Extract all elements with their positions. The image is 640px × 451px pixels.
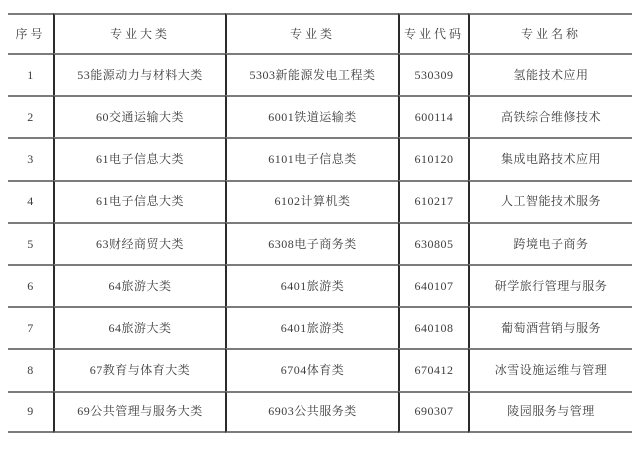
table-cell: 葡萄酒营销与服务 — [468, 306, 632, 348]
table-cell: 6903公共服务类 — [225, 391, 398, 433]
table-cell: 610217 — [398, 180, 468, 222]
table-cell: 630805 — [398, 222, 468, 264]
table-cell: 氢能技术应用 — [468, 53, 632, 95]
row-index-cell: 6 — [8, 264, 53, 306]
table-cell: 690307 — [398, 391, 468, 433]
table-cell: 61电子信息大类 — [53, 180, 225, 222]
table-cell: 640107 — [398, 264, 468, 306]
table-cell: 陵园服务与管理 — [468, 391, 632, 433]
header-cell-major-code: 专业代码 — [398, 13, 468, 53]
table-cell: 69公共管理与服务大类 — [53, 391, 225, 433]
table-cell: 跨境电子商务 — [468, 222, 632, 264]
row-index-cell: 9 — [8, 391, 53, 433]
row-index-cell: 1 — [8, 53, 53, 95]
table-cell: 冰雪设施运维与管理 — [468, 348, 632, 390]
table-cell: 研学旅行管理与服务 — [468, 264, 632, 306]
table-cell: 6704体育类 — [225, 348, 398, 390]
table-cell: 600114 — [398, 95, 468, 137]
table-cell: 64旅游大类 — [53, 264, 225, 306]
table-cell: 6308电子商务类 — [225, 222, 398, 264]
header-cell-major-class: 专业类 — [225, 13, 398, 53]
table-cell: 67教育与体育大类 — [53, 348, 225, 390]
majors-table — [8, 13, 632, 433]
table-cell: 64旅游大类 — [53, 306, 225, 348]
table-cell: 5303新能源发电工程类 — [225, 53, 398, 95]
table-cell: 640108 — [398, 306, 468, 348]
header-cell-index: 序号 — [8, 13, 53, 53]
table-cell: 6101电子信息类 — [225, 137, 398, 179]
table-cell: 6401旅游类 — [225, 306, 398, 348]
row-index-cell: 5 — [8, 222, 53, 264]
header-cell-major-category: 专业大类 — [53, 13, 225, 53]
row-index-cell: 3 — [8, 137, 53, 179]
table-cell: 6102计算机类 — [225, 180, 398, 222]
row-index-cell: 2 — [8, 95, 53, 137]
table-cell: 6401旅游类 — [225, 264, 398, 306]
row-index-cell: 8 — [8, 348, 53, 390]
table-cell: 530309 — [398, 53, 468, 95]
table-cell: 集成电路技术应用 — [468, 137, 632, 179]
header-cell-major-name: 专业名称 — [468, 13, 632, 53]
table-cell: 610120 — [398, 137, 468, 179]
table-cell: 高铁综合维修技术 — [468, 95, 632, 137]
table-cell: 63财经商贸大类 — [53, 222, 225, 264]
table-cell: 53能源动力与材料大类 — [53, 53, 225, 95]
table-cell: 60交通运输大类 — [53, 95, 225, 137]
table-cell: 6001铁道运输类 — [225, 95, 398, 137]
table-cell: 670412 — [398, 348, 468, 390]
row-index-cell: 7 — [8, 306, 53, 348]
table-cell: 61电子信息大类 — [53, 137, 225, 179]
row-index-cell: 4 — [8, 180, 53, 222]
table-cell: 人工智能技术服务 — [468, 180, 632, 222]
